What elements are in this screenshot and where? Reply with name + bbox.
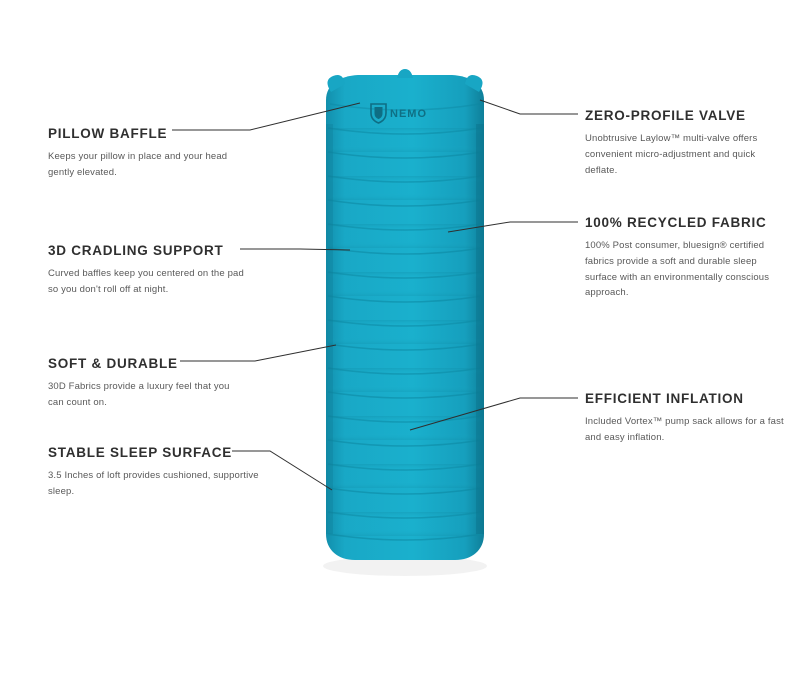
- sleeping-pad: [323, 69, 487, 576]
- callout-title: ZERO-PROFILE VALVE: [585, 108, 746, 123]
- callout-title: STABLE SLEEP SURFACE: [48, 445, 233, 460]
- callout-body: 30D Fabrics provide a luxury feel that you can count on.: [48, 381, 230, 408]
- valve-center-nub: [397, 69, 413, 78]
- callout-body: Included Vortex™ pump sack allows for a fast and easy inflation.: [585, 416, 784, 443]
- nemo-wordmark: NEMO: [390, 108, 427, 120]
- callout-title: EFFICIENT INFLATION: [585, 391, 744, 406]
- callout-soft-durable: [48, 356, 248, 411]
- callout-body: Unobtrusive Laylow™ multi-valve offers convenient micro-adjustment and quick deflate.: [585, 133, 758, 176]
- callout-zero-profile-valve: [585, 108, 785, 178]
- callout-title: PILLOW BAFFLE: [48, 126, 168, 141]
- callout-title: 100% RECYCLED FABRIC: [585, 215, 767, 230]
- pad-pillow-baffle: [326, 75, 484, 128]
- callout-title: SOFT & DURABLE: [48, 356, 178, 371]
- callout-body: Keeps your pillow in place and your head gently elevated.: [48, 151, 228, 178]
- callout-body: Curved baffles keep you centered on the pad so you don't roll off at night.: [48, 268, 244, 295]
- callout-efficient-inflation: [585, 391, 785, 446]
- callout-recycled-fabric: [585, 215, 785, 301]
- callout-cradling-support: [48, 243, 248, 298]
- callout-pillow-baffle: [48, 126, 248, 181]
- callout-stable-sleep-surface: [48, 445, 263, 500]
- pad-baffle-shading: [328, 128, 482, 536]
- leader-valve: [480, 100, 578, 114]
- callout-body: 100% Post consumer, bluesign® certified fabrics provide a soft and durable sleep surface with an environmentally conscious approach.: [585, 240, 770, 299]
- callout-body: 3.5 Inches of loft provides cushioned, supportive sleep.: [48, 470, 259, 497]
- callout-title: 3D CRADLING SUPPORT: [48, 243, 224, 258]
